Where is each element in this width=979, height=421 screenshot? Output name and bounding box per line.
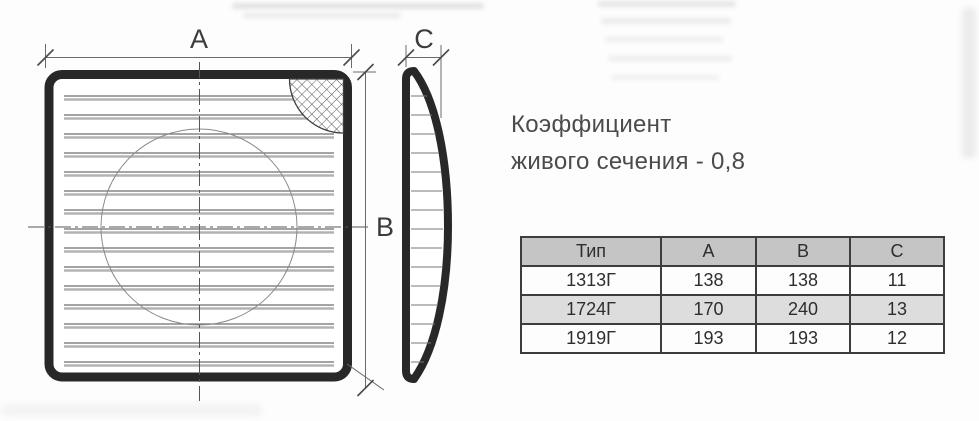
col-header-a: A [661, 237, 756, 266]
coefficient-note-line2: живого сечения - 0,8 [511, 148, 746, 175]
cell-type: 1919Г [521, 324, 661, 353]
cell-c: 12 [850, 324, 944, 353]
grille-front-view [28, 62, 368, 401]
cell-type: 1724Г [521, 295, 661, 324]
table-row [521, 266, 944, 295]
cell-c: 11 [850, 266, 944, 295]
coefficient-note [511, 106, 745, 180]
dimension-b [347, 64, 394, 396]
cell-b: 138 [756, 266, 850, 295]
dim-label-c: C [414, 24, 434, 54]
cell-a: 170 [661, 295, 756, 324]
grille-side-view [406, 71, 448, 379]
cell-c: 13 [850, 295, 944, 324]
col-header-c: C [850, 237, 944, 266]
coefficient-note-line1: Коэффициент [511, 111, 672, 138]
cell-type: 1313Г [521, 266, 661, 295]
cell-b: 240 [756, 295, 850, 324]
cell-a: 193 [661, 324, 756, 353]
dim-label-a: A [189, 24, 209, 54]
scan-artifact [605, 37, 723, 42]
table-header-row [521, 237, 944, 266]
table-row [521, 324, 944, 353]
grille-frame [49, 75, 348, 378]
dimensions-table [520, 236, 945, 354]
scan-artifact [601, 18, 731, 24]
col-header-b: B [756, 237, 850, 266]
scan-artifact [962, 8, 976, 158]
cell-b: 193 [756, 324, 850, 353]
side-profile-outline [406, 71, 448, 379]
dimension-a [38, 24, 360, 68]
col-header-type: Тип [521, 237, 661, 266]
scan-artifact [598, 1, 736, 7]
dim-label-b: B [376, 212, 395, 242]
scan-artifact [608, 56, 732, 61]
scan-artifact [611, 75, 719, 80]
table-row [521, 295, 944, 324]
cell-a: 138 [661, 266, 756, 295]
